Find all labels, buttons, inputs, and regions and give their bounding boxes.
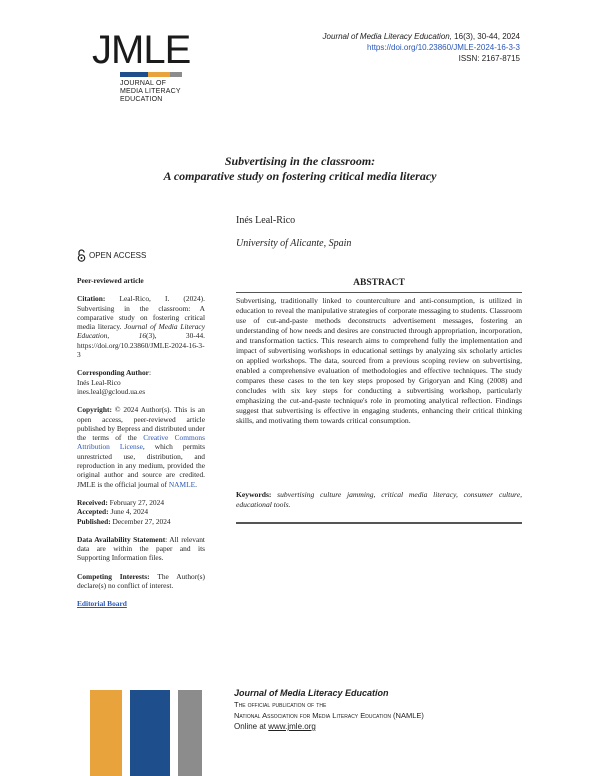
citation-block: Citation: Leal-Rico, I. (2024). Subvertising in the classroom: A comparative study on fostering critical media literacy. Journal of Media Literacy Education, 16(3), 30-44. https://doi.org/10.23860/JMLE-2024-16-3-3 [77,294,205,360]
open-access-badge: OPEN ACCESS [77,249,146,262]
journal-logo: JMLE [92,28,191,72]
issn: ISSN: 2167-8715 [458,54,520,63]
author-name: Inés Leal-Rico [236,215,296,226]
logo-color-bars [120,72,182,77]
namle-link[interactable]: NAMLE [168,479,196,489]
abstract-rule [236,292,522,293]
competing-interests-block: Competing Interests: The Author(s) declare(s) no conflict of interest. [77,571,205,591]
corresponding-author-block: Corresponding Author: Inés Leal-Rico ines.leal@gcloud.ua.es [77,368,151,396]
open-access-lock-icon [77,249,86,262]
article-sidebar: Peer-reviewed article Citation: Leal-Rico, I. (2024). Subvertising in the classroom: A comparative study on fostering critical media literacy. Journal of Media Literacy Education, 16(3), 30-44. https://doi.org/10.23860/JMLE-2024-16-3-3 Corresponding Author: Inés Leal-Rico ines.leal@gcloud.ua.es Copyright: © 2024 Author(s). This is an open access, peer-reviewed article published by Bepress and distributed under the terms of the Creative Commons Attribution License, which permits unrestricted use, distribution, and reproduction in any medium, provided the original author and source are credited. JMLE is the official journal of NAMLE. Received: February 27, 2024 Accepted: June 4, 2024 Published: December 27, 2024 Data Availability Statement: All relevant data are within the paper and its Supporting Information files. Competing Interests: The Author(s) declare(s) no conflict of interest. Editorial Board [77,276,205,609]
journal-header: Journal of Media Literacy Education, 16(3), 30-44, 2024 https://doi.org/10.23860/JMLE-2024-16-3-3 ISSN: 2167-8715 [322,32,520,63]
dates-block: Received: February 27, 2024 Accepted: June 4, 2024 Published: December 27, 2024 [77,497,171,526]
data-availability-block: Data Availability Statement: All relevant data are within the paper and its Supporting Information files. [77,534,205,563]
logo-subtitle: JOURNAL OF MEDIA LITERACY EDUCATION [120,80,181,103]
footer-color-bars [90,690,215,776]
abstract-bottom-rule [236,522,522,524]
editorial-board-link[interactable]: Editorial Board [77,599,127,609]
footer: Journal of Media Literacy Education The official publication of the National Association for Media Literacy Education (NAMLE) Online at www.jmle.org [234,688,424,731]
copyright-block: Copyright: © 2024 Author(s). This is an open access, peer-reviewed article published by Bepress and distributed under the terms of the Creative Commons Attribution License, which permits unrestricted use, distribution, and reproduction in any medium, provided the original author and source are credited. JMLE is the official journal of NAMLE. [77,405,205,489]
cc-license-link[interactable]: Creative Commons Attribution License [77,433,205,452]
jmle-website-link[interactable]: www.jmle.org [268,722,316,731]
abstract-heading: ABSTRACT [353,278,405,288]
article-title: Subvertising in the classroom: A comparative study on fostering critical media literacy [163,154,437,183]
abstract-body: Subvertising, traditionally linked to counterculture and anti-consumption, is utilized in education to reveal the manipulative strategies of corporate messaging to students. Classroom use of cut-and-paste methods deconstructs advertisement messages, fostering an understanding of how needs and desires are constructed through appropriation, incorporation, and transformation tactics. This research aims to comprehend fully the implementation and impact of subvertising workshops in educational settings by analyzing six scholarly articles on applied workshops. The data, sourced from a previous scoping review on subvertising, enabled a comprehensive evaluation of methodologies and effective techniques. The study compares these cases to the ten key steps proposed by Grigoryan and King (2008) and concludes with six key steps for conducting a subvertising workshop, particularly emphasizing the cut-and-paste technique's role in promoting analytical reflection. Findings suggest that subvertising is effective in engaging students, enhancing their critical thinking skills, and motivating them towards critical consumption. [236,296,522,425]
keywords: Keywords: subvertising culture jamming, critical media literacy, consumer culture, educational tools. [236,490,522,509]
author-affiliation: University of Alicante, Spain [236,238,352,249]
doi-link[interactable]: https://doi.org/10.23860/JMLE-2024-16-3-3 [367,43,520,52]
